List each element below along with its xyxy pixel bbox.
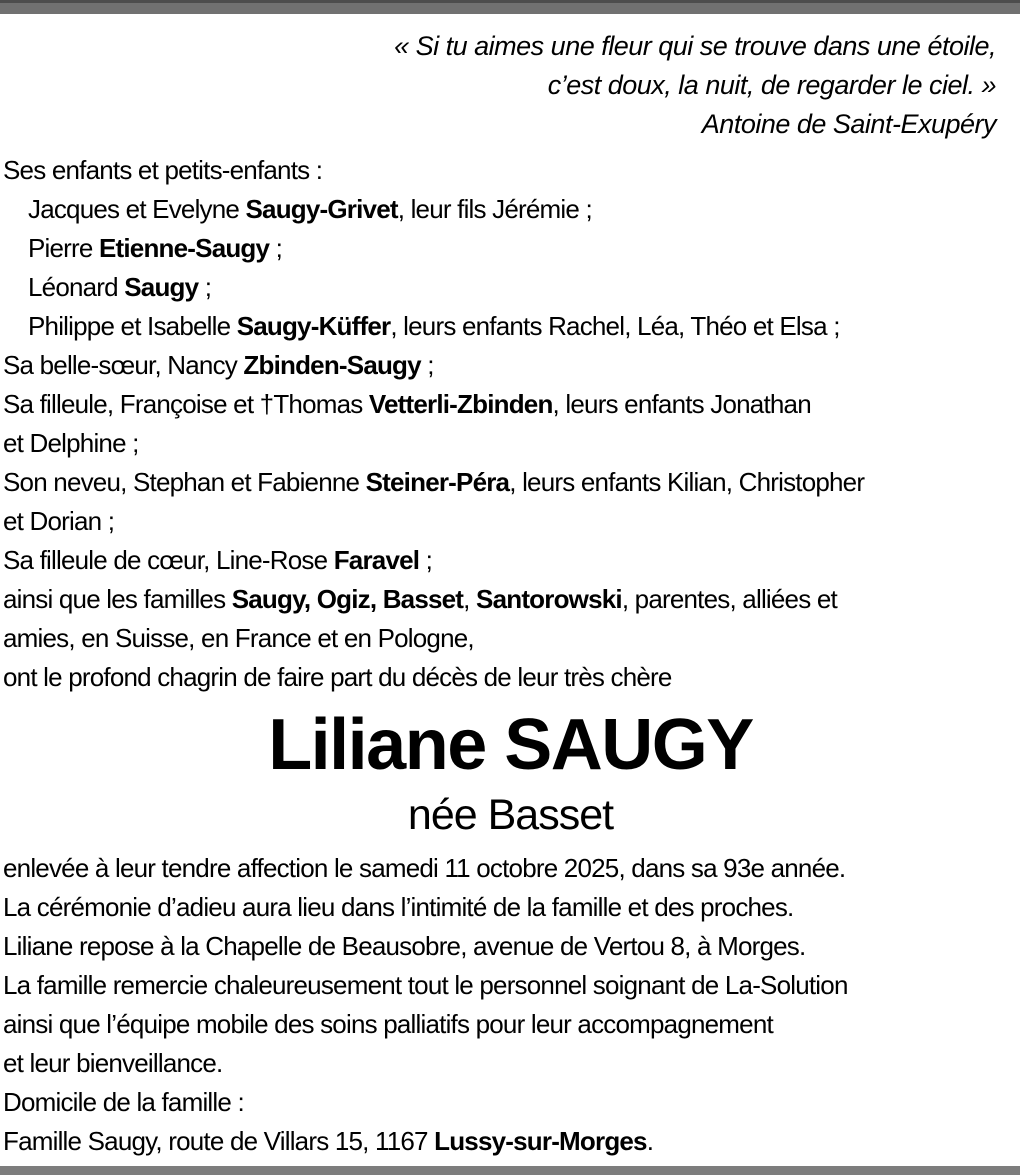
top-divider-bar <box>0 0 1020 14</box>
text-segment: Ses enfants et petits-enfants : <box>3 155 323 185</box>
text-segment: et Dorian ; <box>3 506 115 536</box>
emphasized-name: Basset <box>382 584 464 614</box>
family-line <box>3 307 1018 346</box>
family-line <box>3 151 1018 190</box>
text-segment: Sa filleule de cœur, Line-Rose <box>3 545 334 575</box>
text-segment: Pierre <box>28 233 99 263</box>
family-line <box>3 229 1018 268</box>
text-segment: La famille remercie chaleureusement tout le personnel soignant de La-Solution <box>3 970 848 1000</box>
announcement-line <box>3 1122 1018 1161</box>
text-segment: ; <box>420 350 434 380</box>
text-segment: ont le profond chagrin de faire part du décès de leur très chère <box>3 662 672 692</box>
deceased-name: Liliane SAUGY <box>268 705 753 785</box>
text-segment: , leurs enfants Jonathan <box>552 389 811 419</box>
text-segment: Son neveu, Stephan et Fabienne <box>3 467 366 497</box>
text-segment: ; <box>198 272 212 302</box>
family-line <box>3 385 1018 424</box>
text-segment: Domicile de la famille : <box>3 1087 244 1117</box>
family-line <box>3 424 1018 463</box>
quote-block <box>0 27 1020 144</box>
text-segment: ainsi que les familles <box>3 584 232 614</box>
text-segment: , <box>463 584 477 614</box>
family-line <box>3 541 1018 580</box>
emphasized-name: Saugy, <box>231 584 311 614</box>
family-line <box>3 619 1018 658</box>
announcement-line <box>3 966 1018 1005</box>
announcement-line <box>3 927 1018 966</box>
text-segment: . <box>646 1126 654 1156</box>
text-segment: amies, en Suisse, en France et en Pologne, <box>3 623 474 653</box>
text-segment: Léonard <box>28 272 125 302</box>
family-line <box>3 190 1018 229</box>
family-line <box>3 463 1018 502</box>
emphasized-name: Vetterli-Zbinden <box>368 389 553 419</box>
text-segment: , leurs enfants Rachel, Léa, Théo et Elsa ; <box>390 311 840 341</box>
family-line <box>3 580 1018 619</box>
announcement-line <box>3 888 1018 927</box>
announcement-line <box>3 1005 1018 1044</box>
bottom-divider-bar <box>0 1166 1020 1175</box>
emphasized-name: Steiner-Péra <box>365 467 510 497</box>
emphasized-name: Ogiz, <box>316 584 377 614</box>
text-segment: ; <box>419 545 433 575</box>
emphasized-name: Saugy <box>124 272 199 302</box>
family-line <box>3 502 1018 541</box>
text-segment: Sa filleule, Françoise et †Thomas <box>3 389 369 419</box>
emphasized-name: Lussy-sur-Morges <box>434 1126 647 1156</box>
family-line <box>3 346 1018 385</box>
notice-body <box>0 151 1020 1161</box>
emphasized-name: Saugy-Küffer <box>236 311 391 341</box>
family-list <box>3 151 1018 697</box>
emphasized-name: Saugy-Grivet <box>245 194 398 224</box>
quote-line: Antoine de Saint-Exupéry <box>701 109 996 139</box>
text-segment: La cérémonie d’adieu aura lieu dans l’intimité de la famille et des proches. <box>3 892 794 922</box>
family-line <box>3 658 1018 697</box>
text-segment: , leur fils Jérémie ; <box>397 194 592 224</box>
emphasized-name: Santorowski <box>476 584 622 614</box>
text-segment: et Delphine ; <box>3 428 139 458</box>
quote-line: « Si tu aimes une fleur qui se trouve dans une étoile, <box>394 31 996 61</box>
text-segment: et leur bienveillance. <box>3 1048 223 1078</box>
family-line <box>3 268 1018 307</box>
emphasized-name: Zbinden-Saugy <box>243 350 421 380</box>
text-segment: Liliane repose à la Chapelle de Beausobre, avenue de Vertou 8, à Morges. <box>3 931 806 961</box>
text-segment: enlevée à leur tendre affection le samedi 11 octobre 2025, dans sa 93e année. <box>3 853 846 883</box>
maiden-name: née Basset <box>407 791 614 839</box>
text-segment: ainsi que l’équipe mobile des soins palliatifs pour leur accompagnement <box>3 1009 773 1039</box>
quote-line: c’est doux, la nuit, de regarder le ciel. » <box>547 70 996 100</box>
text-segment: , leurs enfants Kilian, Christopher <box>509 467 865 497</box>
text-segment: Famille Saugy, route de Villars 15, 1167 <box>3 1126 435 1156</box>
emphasized-name: Faravel <box>333 545 420 575</box>
announcement-line <box>3 849 1018 888</box>
text-segment: Philippe et Isabelle <box>28 311 237 341</box>
announcement-line <box>3 1044 1018 1083</box>
announcement-line <box>3 1083 1018 1122</box>
text-segment: Jacques et Evelyne <box>28 194 246 224</box>
text-segment: , parentes, alliées et <box>621 584 837 614</box>
text-segment: Sa belle-sœur, Nancy <box>3 350 244 380</box>
emphasized-name: Etienne-Saugy <box>98 233 270 263</box>
announcement-text <box>3 849 1018 1161</box>
text-segment: ; <box>269 233 283 263</box>
